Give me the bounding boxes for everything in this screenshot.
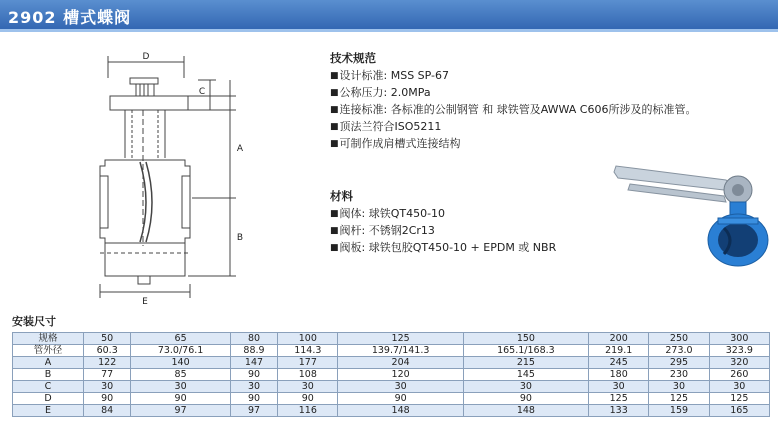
- table-cell: 90: [338, 393, 463, 405]
- table-cell: 65: [131, 333, 230, 345]
- table-row: [13, 333, 770, 345]
- table-cell: 180: [589, 369, 649, 381]
- dim-label-d: D: [142, 52, 150, 62]
- table-cell: 90: [278, 393, 338, 405]
- table-cell: 148: [338, 405, 463, 417]
- table-cell: 230: [649, 369, 709, 381]
- table-cell: 159: [649, 405, 709, 417]
- spec-item: ■ 公称压力: 2.0MPa: [330, 85, 696, 102]
- table-cell: 30: [131, 381, 230, 393]
- table-cell: 30: [709, 381, 769, 393]
- material-item: ■ 阀杆: 不锈钢2Cr13: [330, 223, 556, 240]
- table-cell: 90: [84, 393, 131, 405]
- table-cell: 273.0: [649, 345, 709, 357]
- table-cell: 88.9: [230, 345, 277, 357]
- table-row: [13, 405, 770, 417]
- row-header-cell: D: [13, 393, 84, 405]
- table-cell: 147: [230, 357, 277, 369]
- table-row: [13, 393, 770, 405]
- spec-item: ■ 可制作成肩槽式连接结构: [330, 136, 696, 153]
- table-cell: 90: [230, 369, 277, 381]
- header-underline: [0, 29, 778, 32]
- table-cell: 250: [649, 333, 709, 345]
- table-cell: 323.9: [709, 345, 769, 357]
- table-cell: 84: [84, 405, 131, 417]
- table-cell: 200: [589, 333, 649, 345]
- valve-technical-drawing: [80, 48, 260, 310]
- table-cell: 97: [131, 405, 230, 417]
- table-cell: 97: [230, 405, 277, 417]
- row-header-cell: A: [13, 357, 84, 369]
- dim-label-c: C: [198, 87, 206, 97]
- table-cell: 140: [131, 357, 230, 369]
- row-header-cell: 管外径: [13, 345, 84, 357]
- dim-label-a: A: [236, 144, 244, 154]
- dim-label-b: B: [236, 233, 244, 243]
- table-cell: 165.1/168.3: [463, 345, 588, 357]
- material-item: ■ 阀板: 球铁包胶QT450-10 + EPDM 或 NBR: [330, 240, 556, 257]
- table-row: [13, 369, 770, 381]
- table-cell: 30: [589, 381, 649, 393]
- table-cell: 125: [589, 393, 649, 405]
- table-cell: 85: [131, 369, 230, 381]
- table-cell: 90: [463, 393, 588, 405]
- table-row: [13, 357, 770, 369]
- table-cell: 260: [709, 369, 769, 381]
- table-cell: 150: [463, 333, 588, 345]
- table-cell: 30: [230, 381, 277, 393]
- table-cell: 139.7/141.3: [338, 345, 463, 357]
- install-title: 安装尺寸: [12, 315, 56, 328]
- row-header-cell: B: [13, 369, 84, 381]
- table-cell: 60.3: [84, 345, 131, 357]
- table-cell: 30: [84, 381, 131, 393]
- valve-product-photo: [606, 150, 776, 270]
- table-cell: 122: [84, 357, 131, 369]
- table-cell: 204: [338, 357, 463, 369]
- table-cell: 116: [278, 405, 338, 417]
- table-cell: 73.0/76.1: [131, 345, 230, 357]
- material-item: ■ 阀体: 球铁QT450-10: [330, 206, 556, 223]
- table-cell: 295: [649, 357, 709, 369]
- table-cell: 90: [131, 393, 230, 405]
- table-cell: 77: [84, 369, 131, 381]
- spec-item: ■ 顶法兰符合ISO5211: [330, 119, 696, 136]
- spec-section: [330, 50, 696, 153]
- table-row: [13, 381, 770, 393]
- table-cell: 133: [589, 405, 649, 417]
- table-cell: 125: [709, 393, 769, 405]
- table-cell: 30: [463, 381, 588, 393]
- spec-item: ■ 设计标准: MSS SP-67: [330, 68, 696, 85]
- spec-item: ■ 连接标准: 各标准的公制钢管 和 球铁管及AWWA C606所涉及的标准管。: [330, 102, 696, 119]
- row-header-cell: 规格: [13, 333, 84, 345]
- table-cell: 30: [338, 381, 463, 393]
- table-cell: 320: [709, 357, 769, 369]
- table-cell: 300: [709, 333, 769, 345]
- table-cell: 245: [589, 357, 649, 369]
- page-header: [0, 0, 778, 32]
- table-row: [13, 345, 770, 357]
- table-cell: 145: [463, 369, 588, 381]
- table-cell: 50: [84, 333, 131, 345]
- dim-label-e: E: [142, 297, 148, 307]
- materials-heading: 材料: [330, 189, 353, 203]
- table-cell: 177: [278, 357, 338, 369]
- table-cell: 219.1: [589, 345, 649, 357]
- table-cell: 165: [709, 405, 769, 417]
- table-cell: 30: [649, 381, 709, 393]
- table-cell: 108: [278, 369, 338, 381]
- row-header-cell: E: [13, 405, 84, 417]
- table-cell: 114.3: [278, 345, 338, 357]
- table-cell: 125: [338, 333, 463, 345]
- table-cell: 215: [463, 357, 588, 369]
- table-cell: 120: [338, 369, 463, 381]
- dimensions-table: [12, 332, 770, 417]
- page-title: 2902 槽式蝶阀: [8, 8, 132, 27]
- table-cell: 90: [230, 393, 277, 405]
- table-cell: 30: [278, 381, 338, 393]
- spec-heading: 技术规范: [330, 51, 376, 65]
- table-cell: 100: [278, 333, 338, 345]
- materials-section: [330, 188, 556, 257]
- table-cell: 125: [649, 393, 709, 405]
- row-header-cell: C: [13, 381, 84, 393]
- table-cell: 80: [230, 333, 277, 345]
- table-cell: 148: [463, 405, 588, 417]
